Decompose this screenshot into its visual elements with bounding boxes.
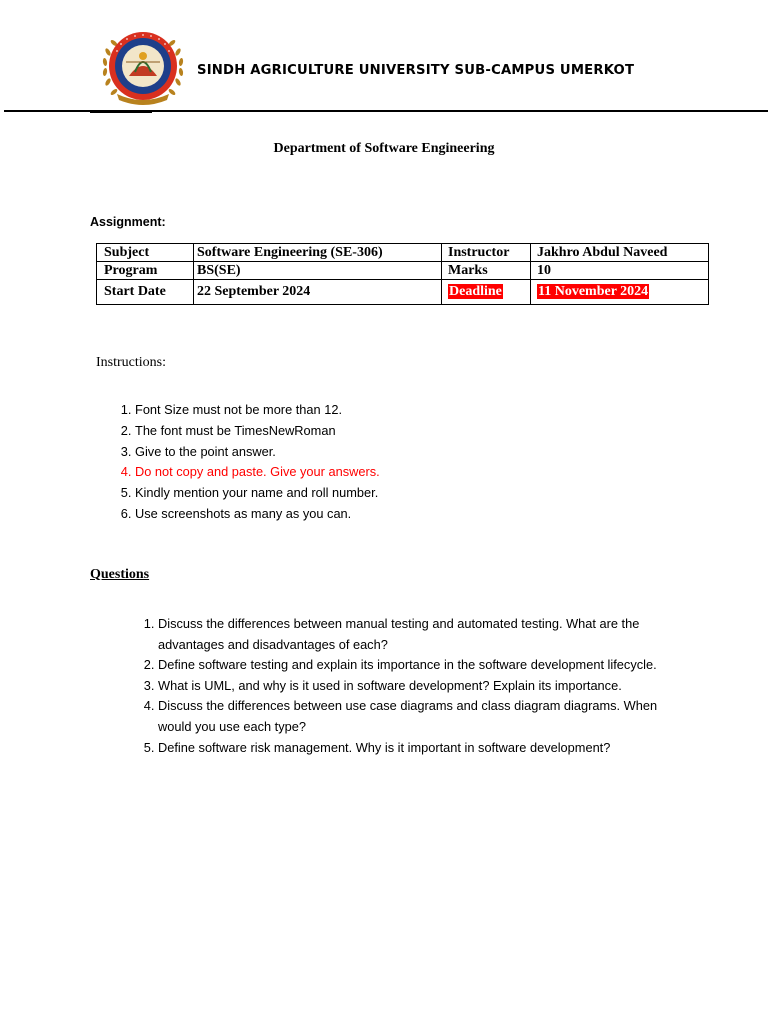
header-underline-accent	[90, 112, 152, 113]
program-value: BS(SE)	[194, 262, 442, 280]
start-date-label: Start Date	[97, 280, 194, 305]
questions-list	[135, 614, 668, 758]
university-title: SINDH AGRICULTURE UNIVERSITY SUB-CAMPUS UMERKOT	[197, 63, 635, 78]
list-item-warning: 4. Do not copy and paste. Give your answers.	[135, 462, 655, 483]
instructions-label: Instructions:	[96, 355, 166, 370]
assignment-label: Assignment:	[90, 215, 166, 229]
department-title: Department of Software Engineering	[273, 141, 495, 156]
table-row	[97, 280, 709, 305]
list-item: 1. Font Size must not be more than 12.	[135, 400, 655, 421]
deadline-label-cell	[442, 280, 531, 305]
list-item: 6. Use screenshots as many as you can.	[135, 504, 655, 525]
list-item: 5. Define software risk management. Why is it important in software development?	[158, 738, 668, 759]
list-item: 3. What is UML, and why is it used in software development? Explain its importance.	[158, 676, 668, 697]
subject-value: Software Engineering (SE-306)	[194, 244, 442, 262]
marks-value: 10	[531, 262, 709, 280]
instructions-list	[112, 400, 655, 525]
assignment-info-table	[96, 243, 709, 305]
instructor-value: Jakhro Abdul Naveed	[531, 244, 709, 262]
questions-heading: Questions	[90, 567, 150, 582]
table-row	[97, 262, 709, 280]
list-item: 5. Kindly mention your name and roll number.	[135, 483, 655, 504]
deadline-value-cell	[531, 280, 709, 305]
start-date-value: 22 September 2024	[194, 280, 442, 305]
subject-label: Subject	[97, 244, 194, 262]
list-item: 1. Discuss the differences between manual testing and automated testing. What are the advantages and disadvantages of each?	[158, 614, 668, 655]
university-logo	[99, 26, 187, 110]
list-item: 4. Discuss the differences between use case diagrams and class diagram diagrams. When would you use each type?	[158, 696, 668, 737]
list-item: 3. Give to the point answer.	[135, 442, 655, 463]
list-item: 2. The font must be TimesNewRoman	[135, 421, 655, 442]
deadline-value: 11 November 2024	[538, 284, 649, 299]
program-label: Program	[97, 262, 194, 280]
list-item: 2. Define software testing and explain its importance in the software development lifecycle.	[158, 655, 668, 676]
deadline-label: Deadline	[449, 284, 502, 299]
table-row	[97, 244, 709, 262]
instructor-label: Instructor	[442, 244, 531, 262]
marks-label: Marks	[442, 262, 531, 280]
